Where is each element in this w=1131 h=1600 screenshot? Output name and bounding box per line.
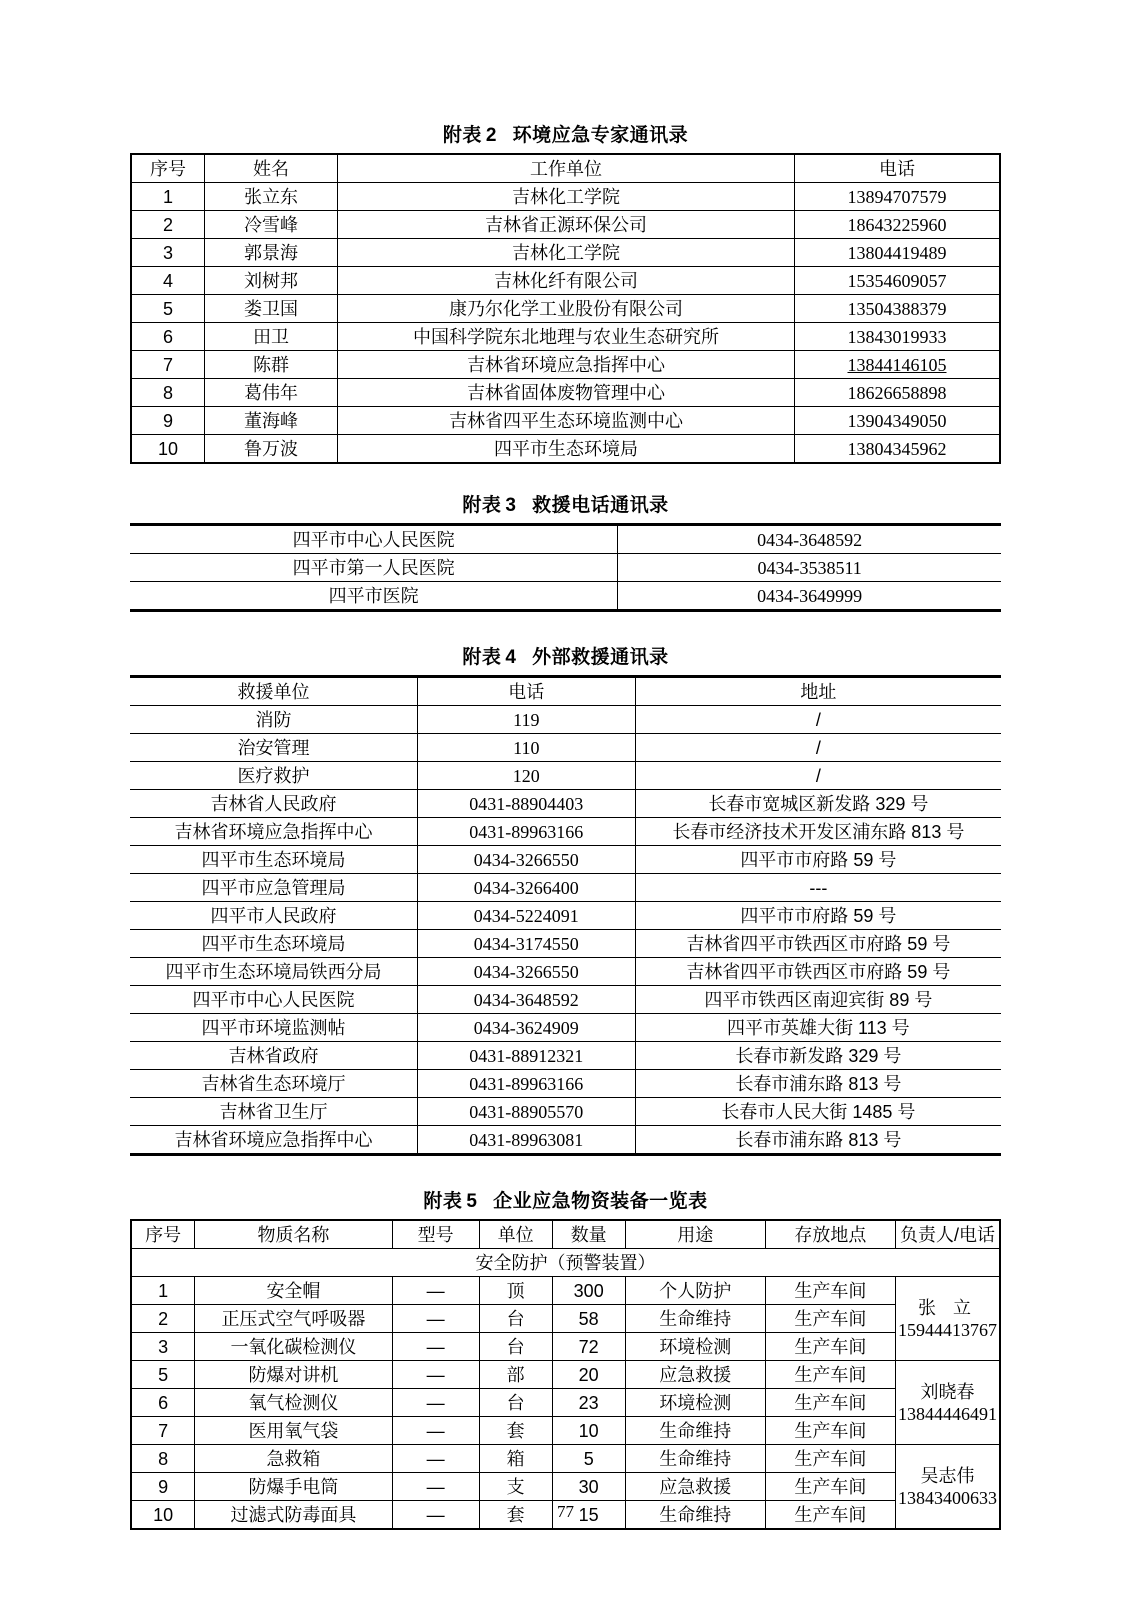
cell-phone: 0434-3174550: [417, 930, 635, 958]
cell-unit: 消防: [130, 706, 417, 734]
col-header-responsible: 负责人/电话: [896, 1220, 1001, 1249]
cell-unit: 套: [479, 1417, 552, 1445]
cell-address: 长春市经济技术开发区浦东路 813 号: [635, 818, 1001, 846]
col-header-unit: 单位: [479, 1220, 552, 1249]
table-group-row: [131, 1249, 1000, 1277]
table5-title: [130, 1186, 1001, 1213]
cell-unit: 台: [479, 1333, 552, 1361]
section-table4: [130, 642, 1001, 1156]
cell-address: 吉林省四平市铁西区市府路 59 号: [635, 930, 1001, 958]
table-row: [130, 930, 1001, 958]
cell-qty: 300: [552, 1277, 625, 1305]
responsible-name: 张 立: [917, 1297, 977, 1318]
table5-title-text: 企业应急物资装备一览表: [493, 1191, 708, 1212]
cell-phone: 119: [417, 706, 635, 734]
cell-workunit: 中国科学院东北地理与农业生态研究所: [338, 323, 795, 351]
cell-model: —: [392, 1277, 479, 1305]
cell-workunit: 吉林化工学院: [338, 239, 795, 267]
col-header-name: 姓名: [205, 154, 338, 183]
cell-unit: 台: [479, 1389, 552, 1417]
cell-index: 9: [131, 407, 205, 435]
cell-responsible: [896, 1277, 1001, 1361]
cell-material: 防爆对讲机: [195, 1361, 392, 1389]
table-row: [130, 706, 1001, 734]
cell-address: 吉林省四平市铁西区市府路 59 号: [635, 958, 1001, 986]
cell-phone: 110: [417, 734, 635, 762]
cell-phone: 13904349050: [795, 407, 1001, 435]
cell-unit: 四平市中心人民医院: [130, 986, 417, 1014]
cell-index: 8: [131, 379, 205, 407]
table-row: [130, 582, 1001, 611]
cell-phone: 18626658898: [795, 379, 1001, 407]
cell-material: 氧气检测仪: [195, 1389, 392, 1417]
group-label: 安全防护（预警装置）: [131, 1249, 1000, 1277]
table-row: [131, 183, 1000, 211]
cell-address: 长春市浦东路 813 号: [635, 1126, 1001, 1155]
table-header-row: [131, 1220, 1000, 1249]
cell-material: 过滤式防毒面具: [195, 1501, 392, 1530]
cell-phone: 0431-89963166: [417, 1070, 635, 1098]
col-header-usage: 用途: [625, 1220, 765, 1249]
cell-name: 田卫: [205, 323, 338, 351]
cell-responsible: [896, 1361, 1001, 1445]
cell-unit: 四平市生态环境局: [130, 846, 417, 874]
cell-usage: 生命维持: [625, 1501, 765, 1530]
cell-phone: 0431-89963081: [417, 1126, 635, 1155]
cell-usage: 生命维持: [625, 1417, 765, 1445]
cell-qty: 10: [552, 1417, 625, 1445]
col-header-material: 物质名称: [195, 1220, 392, 1249]
cell-index: 1: [131, 1277, 195, 1305]
table-row: [130, 1070, 1001, 1098]
cell-index: 2: [131, 1305, 195, 1333]
cell-qty: 23: [552, 1389, 625, 1417]
cell-location: 生产车间: [765, 1333, 895, 1361]
cell-phone: 13894707579: [795, 183, 1001, 211]
cell-unit: 吉林省政府: [130, 1042, 417, 1070]
table-row: [131, 407, 1000, 435]
table3-title: [130, 490, 1001, 517]
cell-phone: 120: [417, 762, 635, 790]
cell-unit: 四平市人民政府: [130, 902, 417, 930]
cell-location: 生产车间: [765, 1305, 895, 1333]
cell-workunit: 吉林省固体废物管理中心: [338, 379, 795, 407]
col-header-phone: 电话: [795, 154, 1001, 183]
cell-address: 四平市铁西区南迎宾街 89 号: [635, 986, 1001, 1014]
table-header-row: [131, 154, 1000, 183]
table-row: [130, 525, 1001, 554]
table2-title-text: 环境应急专家通讯录: [512, 125, 689, 146]
table-row: [131, 323, 1000, 351]
responsible-name: 刘晓春: [920, 1381, 975, 1402]
cell-model: —: [392, 1389, 479, 1417]
cell-address: 长春市浦东路 813 号: [635, 1070, 1001, 1098]
external-rescue-table: [130, 675, 1001, 1156]
cell-material: 正压式空气呼吸器: [195, 1305, 392, 1333]
rescue-phone-table: [130, 523, 1001, 612]
col-header-index: 序号: [131, 154, 205, 183]
table-row: [131, 1473, 1000, 1501]
cell-unit: 吉林省环境应急指挥中心: [130, 1126, 417, 1155]
cell-unit: 吉林省环境应急指挥中心: [130, 818, 417, 846]
cell-usage: 生命维持: [625, 1305, 765, 1333]
table-row: [131, 239, 1000, 267]
cell-phone: 13843019933: [795, 323, 1001, 351]
cell-model: —: [392, 1501, 479, 1530]
table-row: [131, 379, 1000, 407]
table-row: [131, 1305, 1000, 1333]
table-row: [130, 790, 1001, 818]
cell-workunit: 四平市生态环境局: [338, 435, 795, 464]
cell-phone: 15354609057: [795, 267, 1001, 295]
table5-title-number: 5: [466, 1191, 478, 1212]
col-header-location: 存放地点: [765, 1220, 895, 1249]
cell-phone: 0434-3538511: [618, 554, 1001, 582]
table4-title: [130, 642, 1001, 669]
cell-index: 9: [131, 1473, 195, 1501]
cell-name: 陈群: [205, 351, 338, 379]
cell-unit: 吉林省人民政府: [130, 790, 417, 818]
responsible-phone: 15944413767: [898, 1319, 997, 1340]
table-row: [130, 1014, 1001, 1042]
cell-location: 生产车间: [765, 1445, 895, 1473]
table-row: [130, 846, 1001, 874]
table-row: [131, 295, 1000, 323]
table5-title-prefix: 附表: [423, 1191, 463, 1212]
table-row: [130, 734, 1001, 762]
cell-unit: 四平市生态环境局铁西分局: [130, 958, 417, 986]
cell-index: 4: [131, 267, 205, 295]
cell-address: /: [635, 734, 1001, 762]
table-row: [131, 1417, 1000, 1445]
cell-phone: 0434-3648592: [618, 525, 1001, 554]
cell-index: 6: [131, 323, 205, 351]
table-row: [131, 1333, 1000, 1361]
table2-title: [130, 120, 1001, 147]
table4-title-number: 4: [505, 647, 517, 668]
table-row: [131, 1361, 1000, 1389]
col-header-unit: 救援单位: [130, 677, 417, 706]
cell-workunit: 康乃尔化学工业股份有限公司: [338, 295, 795, 323]
cell-index: 5: [131, 1361, 195, 1389]
table-row: [130, 1098, 1001, 1126]
cell-unit: 治安管理: [130, 734, 417, 762]
col-header-index: 序号: [131, 1220, 195, 1249]
cell-unit: 支: [479, 1473, 552, 1501]
table-row: [130, 986, 1001, 1014]
cell-qty: 30: [552, 1473, 625, 1501]
cell-unit: 四平市环境监测帖: [130, 1014, 417, 1042]
table-row: [131, 1389, 1000, 1417]
cell-hospital: 四平市中心人民医院: [130, 525, 618, 554]
cell-model: —: [392, 1473, 479, 1501]
cell-unit: 顶: [479, 1277, 552, 1305]
cell-qty: 72: [552, 1333, 625, 1361]
cell-unit: 四平市生态环境局: [130, 930, 417, 958]
table-row: [130, 1126, 1001, 1155]
table-row: [130, 554, 1001, 582]
cell-name: 冷雪峰: [205, 211, 338, 239]
cell-index: 6: [131, 1389, 195, 1417]
cell-index: 2: [131, 211, 205, 239]
cell-usage: 生命维持: [625, 1445, 765, 1473]
cell-material: 安全帽: [195, 1277, 392, 1305]
table-row: [131, 435, 1000, 464]
section-table3: [130, 490, 1001, 612]
table3-title-prefix: 附表: [462, 495, 502, 516]
table-header-row: [130, 677, 1001, 706]
cell-material: 一氧化碳检测仪: [195, 1333, 392, 1361]
table3-title-number: 3: [505, 495, 517, 516]
table-row: [130, 818, 1001, 846]
table-row: [130, 958, 1001, 986]
cell-usage: 环境检测: [625, 1333, 765, 1361]
responsible-phone: 13844446491: [898, 1403, 997, 1424]
cell-address: /: [635, 706, 1001, 734]
cell-index: 3: [131, 1333, 195, 1361]
table-row: [131, 1445, 1000, 1473]
table4-title-text: 外部救援通讯录: [532, 647, 669, 668]
cell-phone: 0434-3648592: [417, 986, 635, 1014]
cell-address: 四平市市府路 59 号: [635, 846, 1001, 874]
table-row: [130, 874, 1001, 902]
cell-usage: 应急救援: [625, 1473, 765, 1501]
cell-unit: 台: [479, 1305, 552, 1333]
cell-phone: 0434-3266550: [417, 958, 635, 986]
cell-material: 医用氧气袋: [195, 1417, 392, 1445]
cell-phone: 0431-89963166: [417, 818, 635, 846]
cell-unit: 医疗救护: [130, 762, 417, 790]
cell-address: 长春市宽城区新发路 329 号: [635, 790, 1001, 818]
cell-index: 1: [131, 183, 205, 211]
col-header-qty: 数量: [552, 1220, 625, 1249]
cell-phone: 0434-3624909: [417, 1014, 635, 1042]
cell-address: 长春市人民大街 1485 号: [635, 1098, 1001, 1126]
cell-unit: 套: [479, 1501, 552, 1530]
cell-hospital: 四平市第一人民医院: [130, 554, 618, 582]
emergency-supplies-table: [130, 1219, 1001, 1530]
cell-name: 董海峰: [205, 407, 338, 435]
cell-location: 生产车间: [765, 1361, 895, 1389]
cell-address: 四平市市府路 59 号: [635, 902, 1001, 930]
cell-phone: 0431-88905570: [417, 1098, 635, 1126]
cell-phone: 0434-3266550: [417, 846, 635, 874]
table3-title-text: 救援电话通讯录: [532, 495, 669, 516]
cell-location: 生产车间: [765, 1389, 895, 1417]
cell-model: —: [392, 1305, 479, 1333]
cell-index: 3: [131, 239, 205, 267]
section-table5: [130, 1186, 1001, 1530]
cell-location: 生产车间: [765, 1417, 895, 1445]
cell-qty: 20: [552, 1361, 625, 1389]
table-row: [130, 902, 1001, 930]
cell-workunit: 吉林化纤有限公司: [338, 267, 795, 295]
cell-phone: 13844146105: [795, 351, 1001, 379]
cell-phone: 13504388379: [795, 295, 1001, 323]
cell-phone: 13804419489: [795, 239, 1001, 267]
cell-unit: 箱: [479, 1445, 552, 1473]
cell-hospital: 四平市医院: [130, 582, 618, 611]
table-row: [131, 267, 1000, 295]
cell-name: 葛伟年: [205, 379, 338, 407]
cell-location: 生产车间: [765, 1473, 895, 1501]
cell-usage: 环境检测: [625, 1389, 765, 1417]
cell-address: 四平市英雄大街 113 号: [635, 1014, 1001, 1042]
cell-location: 生产车间: [765, 1501, 895, 1530]
cell-name: 娄卫国: [205, 295, 338, 323]
cell-address: ---: [635, 874, 1001, 902]
cell-workunit: 吉林化工学院: [338, 183, 795, 211]
cell-phone: 0431-88904403: [417, 790, 635, 818]
page-number: 77: [557, 1502, 574, 1521]
cell-phone: 13804345962: [795, 435, 1001, 464]
responsible-phone: 13843400633: [898, 1487, 997, 1508]
cell-index: 8: [131, 1445, 195, 1473]
table4-title-prefix: 附表: [462, 647, 502, 668]
cell-address: 长春市新发路 329 号: [635, 1042, 1001, 1070]
responsible-name: 吴志伟: [920, 1465, 975, 1486]
cell-index: 5: [131, 295, 205, 323]
cell-unit: 部: [479, 1361, 552, 1389]
col-header-address: 地址: [635, 677, 1001, 706]
cell-model: —: [392, 1361, 479, 1389]
cell-index: 10: [131, 1501, 195, 1530]
cell-name: 刘树邦: [205, 267, 338, 295]
cell-phone: 0434-3266400: [417, 874, 635, 902]
cell-name: 鲁万波: [205, 435, 338, 464]
cell-index: 7: [131, 1417, 195, 1445]
col-header-model: 型号: [392, 1220, 479, 1249]
table-row: [130, 1042, 1001, 1070]
cell-phone: 0434-3649999: [618, 582, 1001, 611]
cell-index: 10: [131, 435, 205, 464]
section-table2: [130, 120, 1001, 464]
col-header-workunit: 工作单位: [338, 154, 795, 183]
cell-name: 郭景海: [205, 239, 338, 267]
cell-qty: 15: [552, 1501, 625, 1530]
table-row: [131, 1277, 1000, 1305]
expert-contacts-table: [130, 153, 1001, 464]
cell-phone: 0434-5224091: [417, 902, 635, 930]
cell-workunit: 吉林省四平生态环境监测中心: [338, 407, 795, 435]
table-row: [131, 351, 1000, 379]
cell-qty: 5: [552, 1445, 625, 1473]
cell-usage: 个人防护: [625, 1277, 765, 1305]
cell-phone: 0431-88912321: [417, 1042, 635, 1070]
cell-unit: 吉林省生态环境厅: [130, 1070, 417, 1098]
cell-address: /: [635, 762, 1001, 790]
cell-unit: 四平市应急管理局: [130, 874, 417, 902]
cell-location: 生产车间: [765, 1277, 895, 1305]
cell-qty: 58: [552, 1305, 625, 1333]
cell-model: —: [392, 1333, 479, 1361]
table-row: [131, 211, 1000, 239]
table-row: [130, 762, 1001, 790]
table2-title-number: 2: [485, 125, 497, 146]
cell-workunit: 吉林省正源环保公司: [338, 211, 795, 239]
cell-model: —: [392, 1445, 479, 1473]
col-header-phone: 电话: [417, 677, 635, 706]
cell-usage: 应急救援: [625, 1361, 765, 1389]
cell-model: —: [392, 1417, 479, 1445]
table2-title-prefix: 附表: [442, 125, 482, 146]
cell-phone: 18643225960: [795, 211, 1001, 239]
cell-material: 防爆手电筒: [195, 1473, 392, 1501]
cell-workunit: 吉林省环境应急指挥中心: [338, 351, 795, 379]
cell-unit: 吉林省卫生厅: [130, 1098, 417, 1126]
cell-material: 急救箱: [195, 1445, 392, 1473]
cell-index: 7: [131, 351, 205, 379]
cell-name: 张立东: [205, 183, 338, 211]
